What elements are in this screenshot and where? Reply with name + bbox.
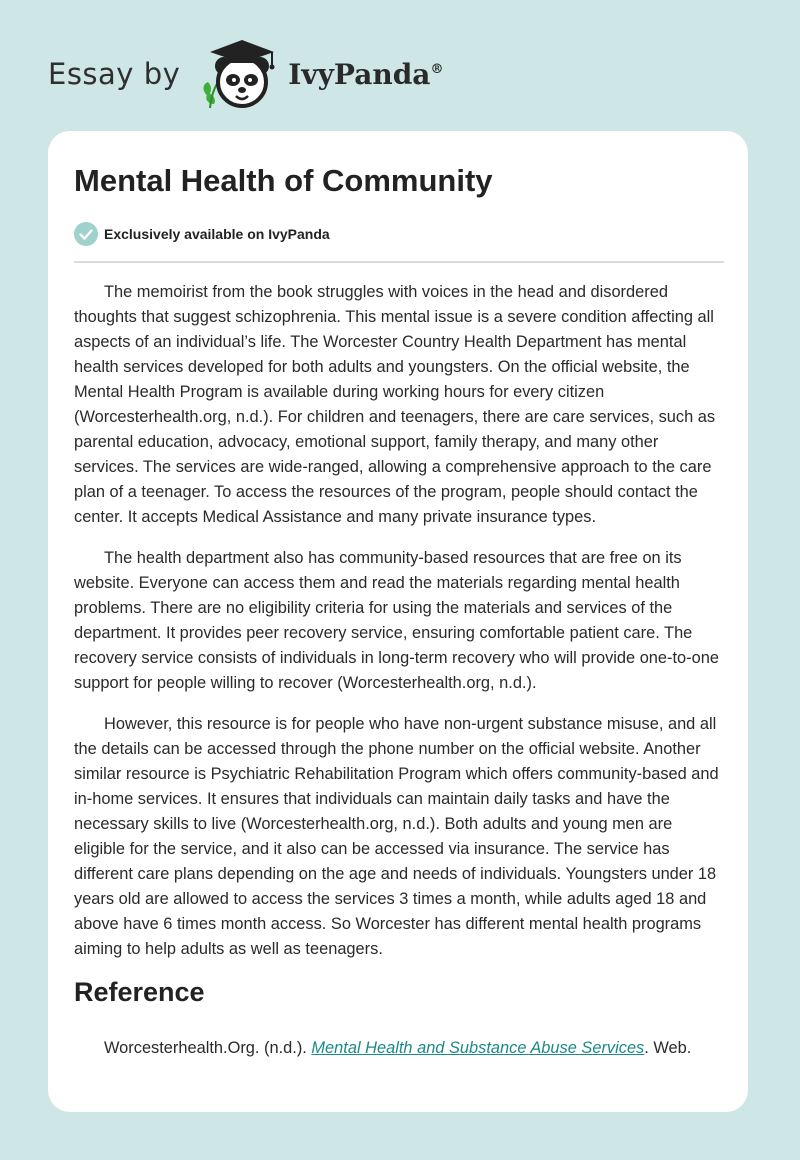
essay-by-label: Essay by <box>48 57 181 91</box>
reference-entry <box>104 1039 691 1058</box>
article-body <box>74 280 724 978</box>
page-title: Mental Health of Community <box>74 163 493 198</box>
exclusive-badge <box>74 222 330 246</box>
reference-prefix: Worcesterhealth.Org. (n.d.). <box>104 1039 312 1057</box>
essay-card <box>48 131 748 1112</box>
check-icon <box>74 222 98 246</box>
paragraph: The health department also has community-based resources that are free on its website. Everyone can access them and read the materials regarding mental health problems. There are no eligibility criteria for using the materials and services of the department. It provides peer recovery service, ensuring comfortable patient care. The recovery service consists of individuals in long-term recovery who will provide one-to-one support for people willing to recover (Worcesterhealth.org, n.d.). <box>74 549 719 692</box>
reference-link[interactable]: Mental Health and Substance Abuse Services <box>311 1039 645 1057</box>
exclusive-label: Exclusively available on IvyPanda <box>104 226 330 242</box>
brand-name[interactable]: IvyPanda® <box>288 57 444 91</box>
paragraph: The memoirist from the book struggles with voices in the head and disordered thoughts that suggest schizophrenia. This mental issue is a severe condition affecting all aspects of an individual’s life. The Worcester Country Health Department has mental health services developed for both adults and youngsters. On the official website, the Mental Health Program is available during working hours for every citizen (Worcesterhealth.org, n.d.). For children and teenagers, there are care services, such as parental education, advocacy, emotional support, family therapy, and many other services. The services are wide-ranged, allowing a comprehensive approach to the care plan of a teenager. To access the resources of the program, people should contact the center. It accepts Medical Assistance and many private insurance types. <box>74 283 716 526</box>
divider <box>74 261 724 263</box>
site-header <box>48 36 443 112</box>
panda-logo-icon[interactable] <box>194 36 284 112</box>
reference-heading: Reference <box>74 977 205 1007</box>
paragraph: However, this resource is for people who have non-urgent substance misuse, and all the details can be accessed through the phone number on the official website. Another similar resource is Psychiatric Rehabilitation Program which offers community-based and in-home services. It ensures that individuals can maintain daily tasks and have the necessary skills to live (Worcesterhealth.org, n.d.). Both adults and young men are eligible for the service, and it also can be accessed via insurance. The service has different care plans depending on the age and needs of individuals. Youngsters under 18 years old are allowed to access the services 3 times a month, while adults aged 18 and above have 6 times month access. So Worcester has different mental health programs aiming to help adults as well as teenagers. <box>74 715 719 958</box>
reference-suffix: . Web. <box>644 1039 692 1057</box>
registered-mark: ® <box>430 61 444 77</box>
